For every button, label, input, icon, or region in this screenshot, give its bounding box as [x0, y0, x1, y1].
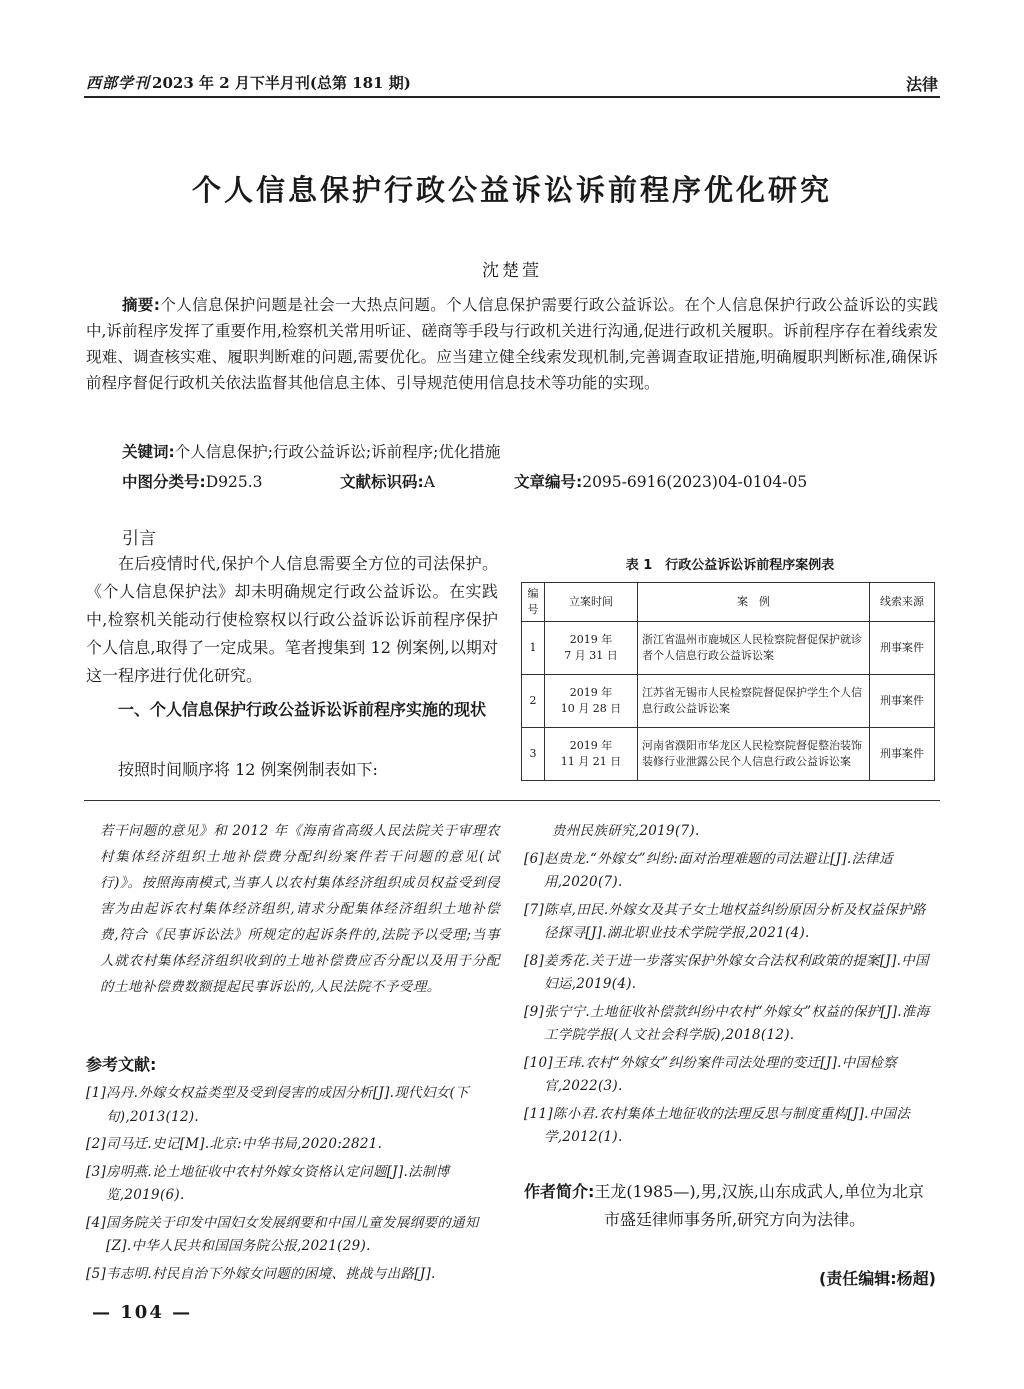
references-heading: 参考文献: [86, 1055, 157, 1074]
cell-source: 刑事案件 [870, 728, 935, 781]
cell-case: 浙江省温州市鹿城区人民检察院督促保护就诊者个人信息行政公益诉讼案 [638, 622, 870, 675]
article-no-label: 文章编号: [514, 473, 583, 491]
section1-paragraph: 按照时间顺序将 12 例案例制表如下: [118, 760, 378, 779]
article-author: 沈楚萱 [482, 261, 542, 281]
doc-code [340, 470, 435, 492]
cell-no: 1 [522, 622, 545, 675]
article-no-value: 2095-6916(2023)04-0104-05 [582, 473, 808, 491]
reference-item: [6]赵贵龙.“外嫁女”纠纷:面对治理难题的司法避让[J].法律适用,2020(7). [524, 850, 893, 890]
abstract-label: 摘要: [122, 296, 160, 314]
section-label: 法律 [905, 75, 938, 94]
reference-item: [5]韦志明.村民自治下外嫁女问题的困境、挑战与出路[J]. [86, 1265, 436, 1282]
references-right [524, 820, 938, 1154]
table-row [522, 622, 935, 675]
table-header-row [522, 583, 935, 622]
section1-heading: 一、个人信息保护行政公益诉讼诉前程序实施的现状 [118, 700, 487, 719]
reference-item: [11]陈小君.农村集体土地征收的法理反思与制度重构[J].中国法学,2012(1). [524, 1105, 911, 1145]
journal-logo: 西部学刊 [86, 74, 151, 92]
reference-item: [8]姜秀花.关于进一步落实保护外嫁女合法权利政策的提案[J].中国妇运,2019(4). [524, 952, 929, 992]
cell-date: 2019 年 11 月 21 日 [545, 728, 638, 781]
clc-label: 中图分类号: [122, 473, 206, 491]
reference-item: [9]张宁宁.土地征收补偿款纠纷中农村“外嫁女”权益的保护[J].淮海工学院学报(人文社会科学版),2018(12). [524, 1003, 930, 1043]
th-case: 案 例 [638, 583, 870, 622]
references-left [86, 1082, 500, 1290]
reference-item: [4]国务院关于印发中国妇女发展纲要和中国儿童发展纲要的通知[Z].中华人民共和国国务院公报,2021(29). [86, 1214, 479, 1254]
footnote-continuation: 若干问题的意见》和 2012 年《海南省高级人民法院关于审理农村集体经济组织土地补偿费分配纠纷案件若干问题的意见(试行)》。按照海南模式,当事人以农村集体经济组织成员权益受到侵害为由起诉农村集体经济组织,请求分配集体经济组织土地补偿费,符合《民事诉讼法》所规定的起诉条件的,法院予以受理;当事人就农村集体经济组织收到的土地补偿费应否分配以及用于分配的土地补偿费数额提起民事诉讼的,人民法院不予受理。 [100, 823, 500, 995]
doc-code-value: A [423, 473, 435, 491]
cell-no: 3 [522, 728, 545, 781]
header-divider [84, 96, 940, 98]
issue-info: 2023 年 2 月下半月刊(总第 181 期) [152, 74, 411, 92]
table-caption: 表 1 行政公益诉讼诉前程序案例表 [625, 558, 835, 573]
clc [122, 470, 263, 492]
th-source: 线索来源 [870, 583, 935, 622]
th-no: 编号 [522, 583, 545, 622]
bio-text: 王龙(1985—),男,汉族,山东成武人,单位为北京市盛廷律师事务所,研究方向为法律。 [594, 1182, 924, 1229]
reference-item: [10]王玮.农村“外嫁女”纠纷案件司法处理的变迁[J].中国检察官,2022(3). [524, 1054, 897, 1094]
running-header [86, 72, 411, 93]
keywords-label: 关键词: [122, 443, 175, 461]
reference-item: [1]冯丹.外嫁女权益类型及受到侵害的成因分析[J].现代妇女(下旬),2013(12). [86, 1085, 469, 1125]
intro-paragraph: 在后疫情时代,保护个人信息需要全方位的司法保护。《个人信息保护法》却未明确规定行政公益诉讼。在实践中,检察机关能动行使检察权以行政公益诉讼诉前程序保护个人信息,取得了一定成果。笔者搜集到 12 例案例,以期对这一程序进行优化研究。 [86, 554, 498, 685]
editor-note: (责任编辑:杨超) [818, 1269, 936, 1288]
abstract [86, 292, 938, 396]
reference-item: 贵州民族研究,2019(7). [552, 823, 700, 839]
reference-item: [2]司马迁.史记[M].北京:中华书局,2020:2821. [86, 1136, 383, 1152]
keywords-text: 个人信息保护;行政公益诉讼;诉前程序;优化措施 [174, 443, 501, 461]
article-title: 个人信息保护行政公益诉讼诉前程序优化研究 [191, 173, 832, 207]
bio-label: 作者简介: [524, 1182, 595, 1201]
article-no [514, 470, 807, 492]
cases-table [521, 582, 935, 781]
table-row [522, 728, 935, 781]
intro-heading: 引言 [122, 529, 156, 549]
reference-item: [7]陈卓,田民.外嫁女及其子女土地权益纠纷原因分析及权益保护路径探寻[J].湖北职业技术学院学报,2021(4). [524, 901, 926, 941]
table-row [522, 675, 935, 728]
clc-value: D925.3 [205, 473, 263, 491]
cell-case: 江苏省无锡市人民检察院督促保护学生个人信息行政公益诉讼案 [638, 675, 870, 728]
cell-no: 2 [522, 675, 545, 728]
page-number: — 104 — [92, 1302, 193, 1323]
reference-item: [3]房明燕.论土地征收中农村外嫁女资格认定问题[J].法制博览,2019(6). [86, 1163, 450, 1203]
author-bio [524, 1178, 938, 1234]
doc-code-label: 文献标识码: [340, 473, 424, 491]
cell-source: 刑事案件 [870, 622, 935, 675]
section-divider [84, 800, 940, 801]
abstract-text: 个人信息保护问题是社会一大热点问题。个人信息保护需要行政公益诉讼。在个人信息保护行政公益诉讼的实践中,诉前程序发挥了重要作用,检察机关常用听证、磋商等手段与行政机关进行沟通,促进行政机关履职。诉前程序存在着线索发现难、调查核实难、履职判断难的问题,需要优化。应当建立健全线索发现机制,完善调查取证措施,明确履职判断标准,确保诉前程序督促行政机关依法监督其他信息主体、引导规范使用信息技术等功能的实现。 [86, 296, 938, 392]
keywords [122, 440, 500, 462]
cell-date: 2019 年 7 月 31 日 [545, 622, 638, 675]
cell-date: 2019 年 10 月 28 日 [545, 675, 638, 728]
cell-source: 刑事案件 [870, 675, 935, 728]
th-date: 立案时间 [545, 583, 638, 622]
cell-case: 河南省濮阳市华龙区人民检察院督促整治装饰装修行业泄露公民个人信息行政公益诉讼案 [638, 728, 870, 781]
